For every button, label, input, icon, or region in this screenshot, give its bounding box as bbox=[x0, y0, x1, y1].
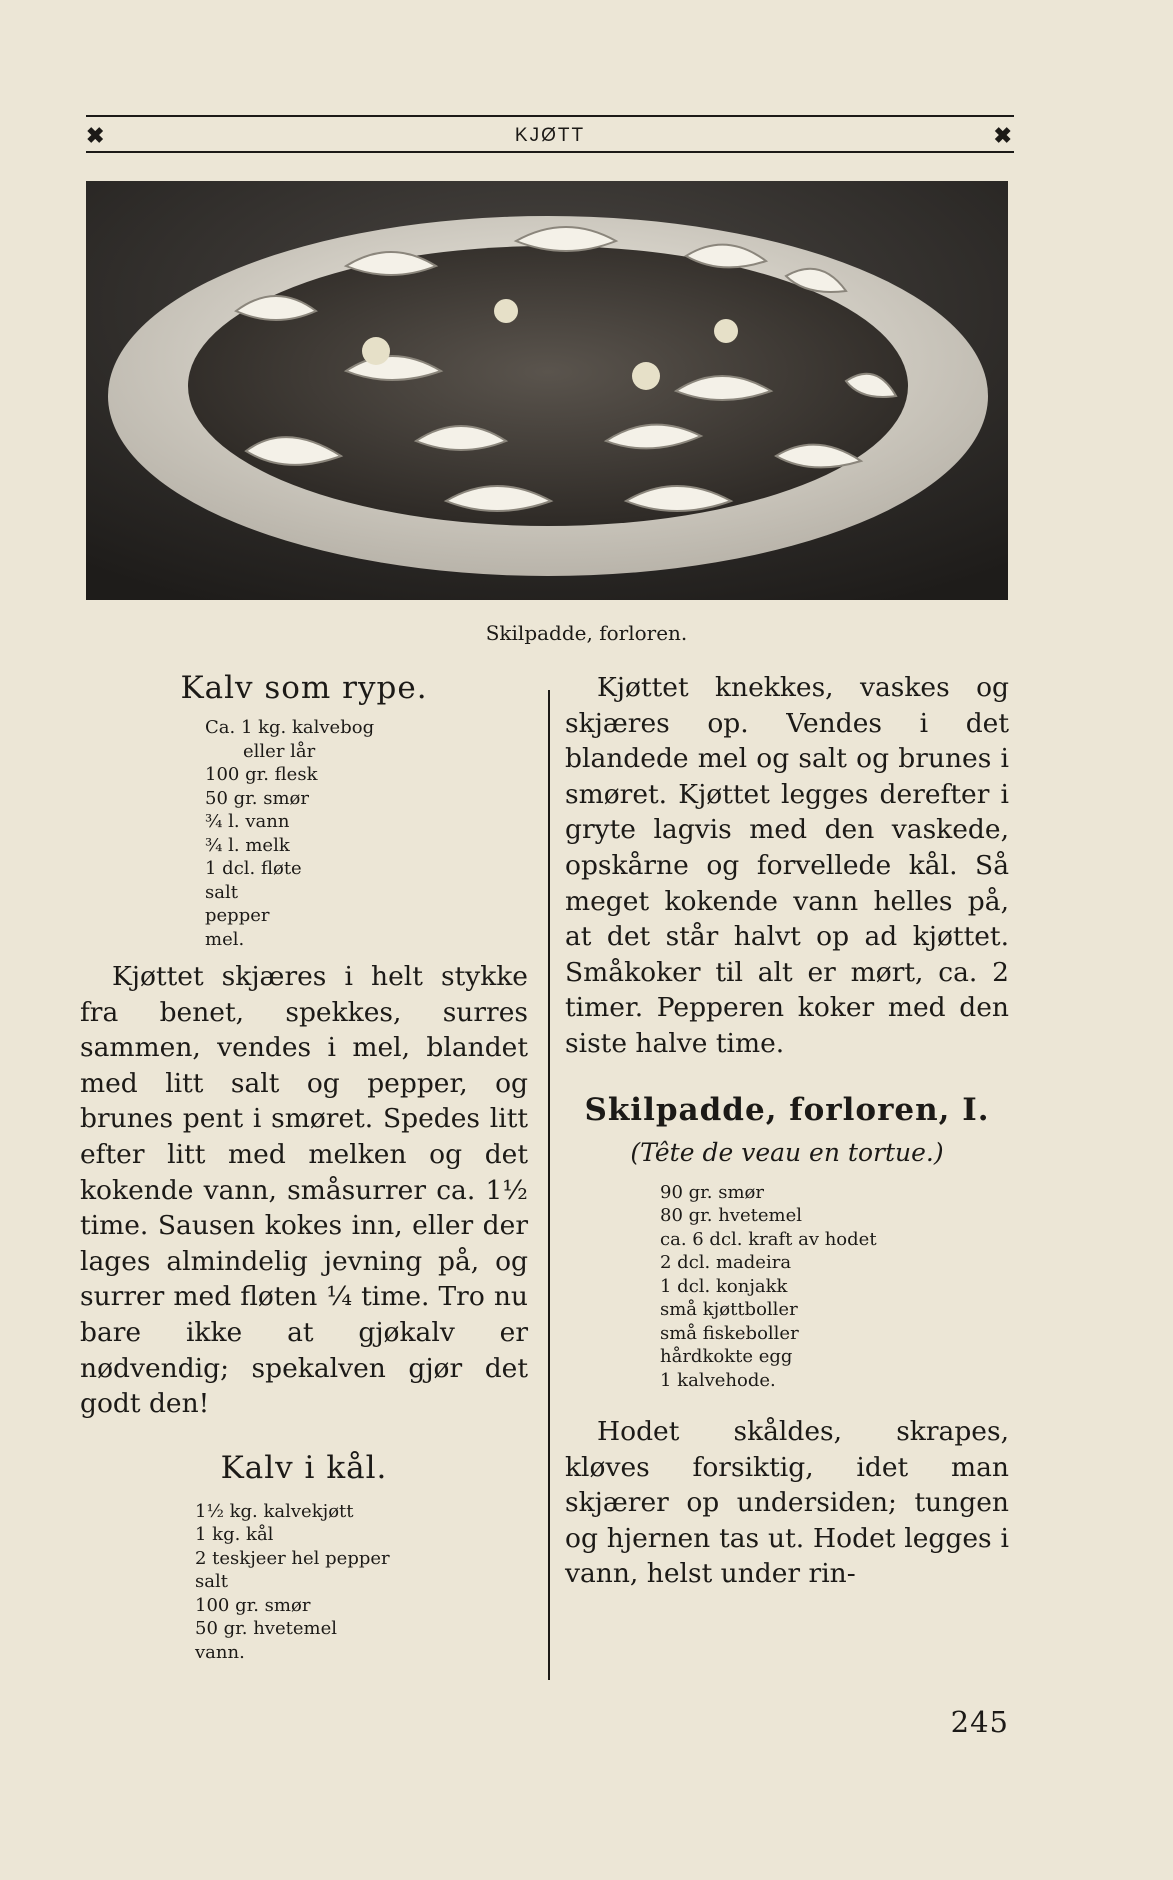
ingredient-list bbox=[205, 716, 528, 951]
ingredient: 90 gr. smør bbox=[660, 1181, 764, 1203]
ingredient-list bbox=[660, 1181, 1009, 1393]
ornament-left-icon: ✖ bbox=[86, 123, 107, 148]
left-column bbox=[80, 670, 528, 1664]
ingredient: ¾ l. vann bbox=[205, 811, 290, 832]
right-column bbox=[565, 670, 1009, 1592]
ingredient: 1 dcl. fløte bbox=[205, 858, 302, 879]
recipe-title-kalv-som-rype: Kalv som rype. bbox=[180, 670, 428, 706]
page-number: 245 bbox=[950, 1705, 1009, 1739]
running-header bbox=[86, 122, 1014, 150]
ingredient: ¾ l. melk bbox=[205, 834, 290, 856]
ingredient: Ca. 1 kg. kalvebog bbox=[205, 717, 375, 738]
ingredient: 1½ kg. kalvekjøtt bbox=[195, 1500, 354, 1522]
header-rule-bottom bbox=[86, 151, 1014, 153]
ingredient: 1 dcl. konjakk bbox=[660, 1275, 788, 1297]
ingredient: 50 gr. hvetemel bbox=[195, 1618, 337, 1640]
recipe-title-skilpadde: Skilpadde, forloren, I. bbox=[584, 1091, 990, 1128]
ingredient: 50 gr. smør bbox=[205, 787, 309, 809]
ingredient: hårdkokte egg bbox=[660, 1346, 793, 1368]
ingredient-list bbox=[195, 1500, 528, 1665]
ingredient: 2 teskjeer hel pepper bbox=[195, 1547, 390, 1569]
ingredient: mel. bbox=[205, 928, 245, 950]
ingredient: 100 gr. smør bbox=[195, 1594, 311, 1616]
recipe-subtitle: (Tête de veau en tortue.) bbox=[630, 1137, 944, 1167]
ingredient: små fiskeboller bbox=[660, 1322, 799, 1344]
dish-photo bbox=[86, 181, 1008, 600]
recipe-method-continued: Kjøttet knekkes, vaskes og skjæres op. Vendes i det blandede mel og salt og brunes i smøret. Kjøttet legges derefter i gryte lagvis med den vaskede, opskårne og forvellede kål. Så meget kokende vann helles på, at det står halvt op ad kjøttet. Småkoker til alt er mørt, ca. 2 timer. Pepperen koker med den siste halve time. bbox=[565, 672, 1009, 1059]
ornament-right-icon: ✖ bbox=[993, 123, 1014, 148]
ingredient: eller lår bbox=[243, 740, 316, 762]
column-divider bbox=[548, 690, 550, 1680]
photo-caption: Skilpadde, forloren. bbox=[485, 621, 688, 645]
ingredient: salt bbox=[195, 1571, 228, 1593]
ingredient: salt bbox=[205, 881, 238, 903]
recipe-title-kalv-i-kal: Kalv i kål. bbox=[220, 1449, 388, 1486]
ingredient: ca. 6 dcl. kraft av hodet bbox=[660, 1228, 877, 1250]
ingredient: små kjøttboller bbox=[660, 1299, 798, 1321]
ingredient: 2 dcl. madeira bbox=[660, 1252, 792, 1274]
ingredient: 80 gr. hvetemel bbox=[660, 1205, 802, 1227]
platter-illustration bbox=[86, 181, 1008, 600]
ingredient: 1 kg. kål bbox=[195, 1524, 274, 1546]
ingredient: pepper bbox=[205, 905, 270, 926]
header-rule-top bbox=[86, 115, 1014, 117]
ingredient: 100 gr. flesk bbox=[205, 764, 318, 785]
recipe-method: Kjøttet skjæres i helt stykke fra benet, spekkes, surres sammen, vendes i mel, blandet med litt salt og pepper, og brunes pent i smøret. Spedes litt efter litt med melken og det kokende vann, småsurrer ca. 1½ time. Sausen kokes inn, eller der lages almindelig jevning på, og surrer med fløten ¼ time. Tro nu bare ikke at gjøkalv er nødvendig; spekalven gjør det godt den! bbox=[80, 961, 528, 1420]
ingredient: vann. bbox=[195, 1641, 245, 1663]
ingredient: 1 kalvehode. bbox=[660, 1369, 776, 1391]
section-title: KJØTT bbox=[514, 125, 586, 146]
recipe-method: Hodet skåldes, skrapes, kløves forsiktig, idet man skjærer op undersiden; tungen og hjernen tas ut. Hodet legges i vann, helst under rin- bbox=[565, 1416, 1009, 1590]
